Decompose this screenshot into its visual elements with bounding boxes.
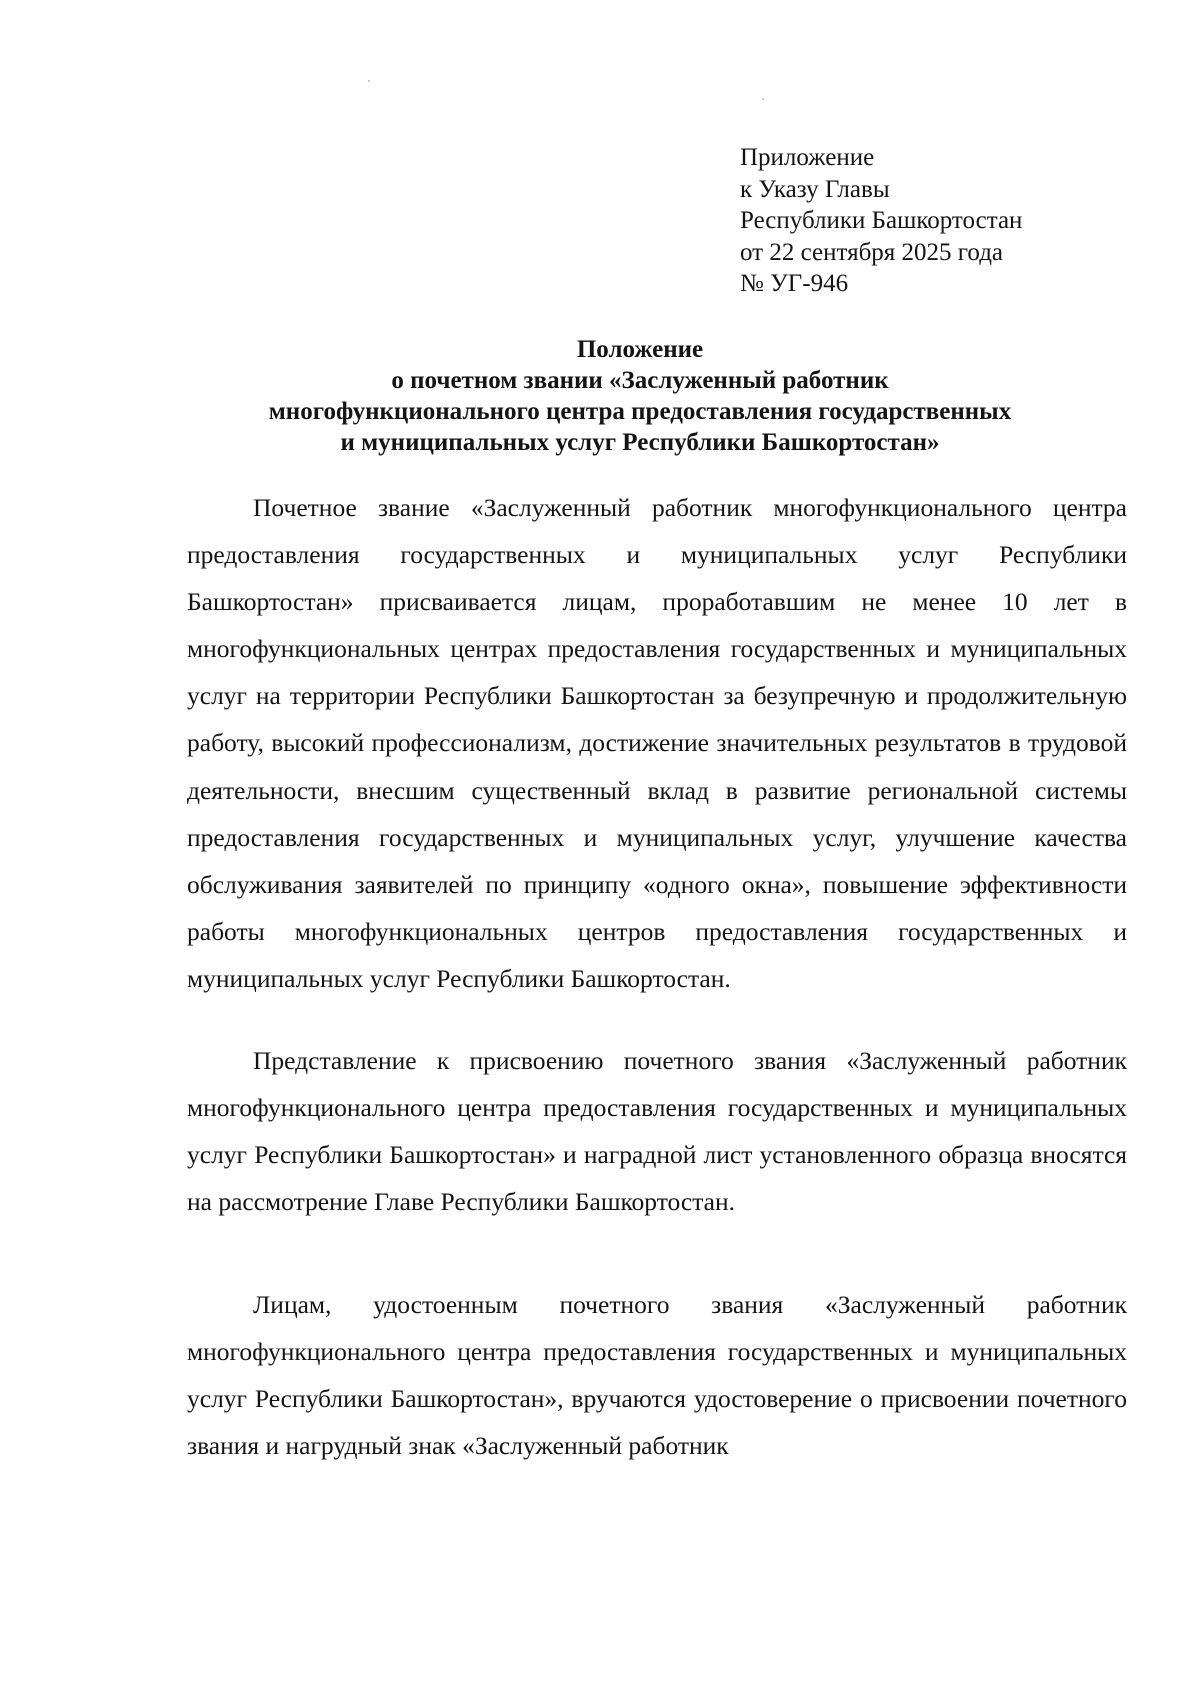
scan-speck: [368, 80, 370, 82]
appendix-line: Приложение: [740, 144, 875, 171]
appendix-line: Республики Башкортостан: [740, 207, 1023, 234]
paragraph-text: Лицам, удостоенным почетного звания «Заслуженный работник многофункционального центра предоставления государственных и муниципальных услуг Республики Башкортостан», вручаются удостоверение о присвоении почетного звания и нагрудный знак «Заслуженный работник: [187, 1290, 1127, 1461]
title-line: о почетном звании «Заслуженный работник: [391, 367, 889, 394]
appendix-line: № УГ-946: [740, 270, 849, 297]
title-line: Положение: [576, 336, 704, 363]
title-line: многофункционального центра предоставления государственных: [268, 398, 1012, 425]
paragraph-text: Почетное звание «Заслуженный работник многофункционального центра предоставления государственных и муниципальных услуг Республики Башкортостан» присваивается лицам, проработавшим не менее 10 лет в многофункциональных центрах предоставления государственных и муниципальных услуг на территории Республики Башкортостан за безупречную и продолжительную работу, высокий профессионализм, достижение значительных результатов в трудовой деятельности, внесшим существенный вклад в развитие региональной системы предоставления государственных и муниципальных услуг, улучшение качества обслуживания заявителей по принципу «одного окна», повышение эффективности работы многофункциональных центров предоставления государственных и муниципальных услуг Республики Башкортостан.: [187, 493, 1127, 993]
appendix-line: к Указу Главы: [740, 175, 890, 203]
title-line: и муниципальных услуг Республики Башкортостан»: [340, 429, 940, 456]
appendix-header: [740, 142, 1022, 300]
appendix-line: от 22 сентября 2025 года: [740, 238, 1004, 266]
document-title: [180, 334, 1100, 458]
body-paragraph-1: [187, 484, 1127, 1002]
paragraph-text: Представление к присвоению почетного звания «Заслуженный работник многофункционального центра предоставления государственных и муниципальных услуг Республики Башкортостан» и наградной лист установленного образца вносятся на рассмотрение Главе Республики Башкортостан.: [187, 1046, 1127, 1217]
body-paragraph-3: [187, 1281, 1127, 1469]
body-paragraph-2: [187, 1037, 1127, 1225]
scan-speck: [762, 98, 764, 100]
